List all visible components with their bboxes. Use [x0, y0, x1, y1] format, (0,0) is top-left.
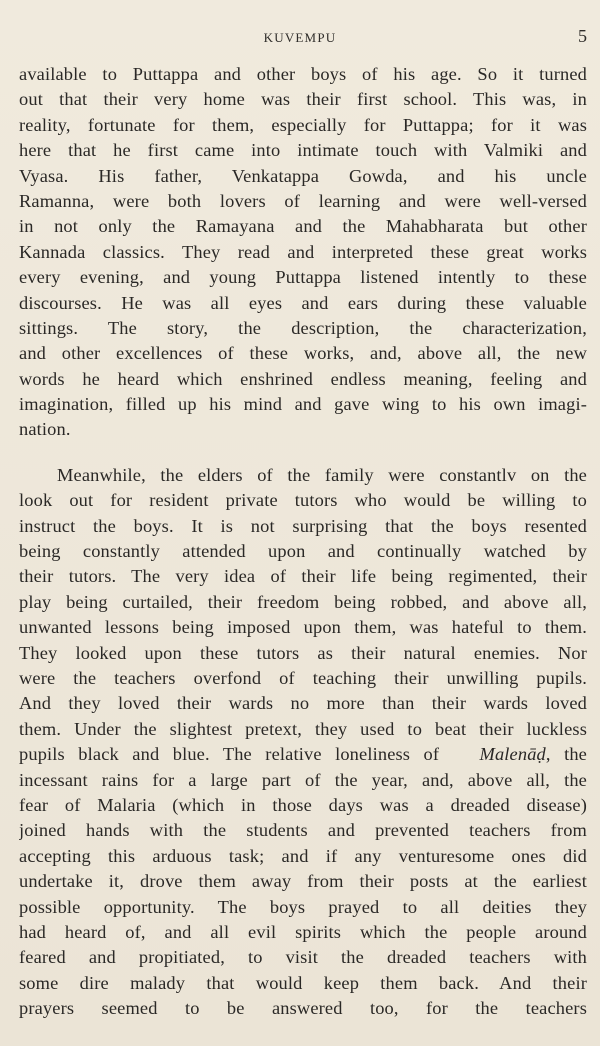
text-line: and other excellences of these works, and, above all, the new: [19, 343, 587, 364]
text-line: were the teachers overfond of teaching their unwilling pupils.: [19, 667, 587, 688]
text-line: Vyasa. His father, Venkatappa Gowda, and his uncle: [19, 165, 587, 186]
text-line: instruct the boys. It is not surprising that the boys resented: [19, 515, 587, 536]
text-line: them. Under the slightest pretext, they used to beat their luckless: [19, 718, 587, 739]
text-line: imagination, filled up his mind and gave wing to his own imagi-: [19, 394, 587, 415]
text-line: play being curtailed, their freedom being robbed, and above all,: [19, 591, 587, 612]
text-line: possible opportunity. The boys prayed to all deities they: [19, 896, 587, 917]
text-line: words he heard which enshrined endless meaning, feeling and: [19, 368, 587, 389]
text-line: out that their very home was their first school. This was, in: [19, 89, 587, 110]
text-segment: , the: [545, 744, 587, 765]
text-line: They looked upon these tutors as their natural enemies. Nor: [19, 642, 587, 663]
text-line: here that he first came into intimate touch with Valmiki and: [19, 140, 587, 161]
italic-word-malenad: Malenāḍ: [479, 744, 546, 765]
text-line: incessant rains for a large part of the year, and, above all, the: [19, 769, 587, 790]
text-segment: pupils black and blue. The relative loneliness of: [19, 744, 440, 765]
text-line: some dire malady that would keep them back. And their: [19, 972, 587, 993]
text-line: sittings. The story, the description, the characterization,: [19, 317, 587, 338]
text-line: reality, fortunate for them, especially for Puttappa; for it was: [19, 114, 587, 135]
page-header: [0, 26, 600, 50]
text-line: nation.: [19, 419, 71, 440]
text-line: their tutors. The very idea of their life being regimented, their: [19, 566, 587, 587]
text-line: joined hands with the students and prevented teachers from: [19, 820, 587, 841]
text-line: unwanted lessons being imposed upon them, was hateful to them.: [19, 617, 587, 638]
text-line: fear of Malaria (which in those days was a dreaded disease): [19, 794, 587, 815]
running-head: KUVEMPU: [263, 30, 337, 45]
paragraph-gap: [19, 443, 587, 463]
text-line: had heard of, and all evil spirits which the people around: [19, 921, 587, 942]
paragraph-2: [19, 463, 587, 1022]
text-line: look out for resident private tutors who would be willing to: [19, 490, 587, 511]
paragraph-1: [19, 62, 587, 443]
text-line: discourses. He was all eyes and ears during these valuable: [19, 292, 587, 313]
text-line: feared and propitiated, to visit the dreaded teachers with: [19, 947, 587, 968]
text-line: accepting this arduous task; and if any venturesome ones did: [19, 845, 587, 866]
text-line: And they loved their wards no more than their wards loved: [19, 693, 587, 714]
page-number: 5: [578, 26, 587, 46]
text-line: Ramanna, were both lovers of learning and were well-versed: [19, 190, 587, 211]
text-line-with-italic: [19, 742, 587, 767]
body-text: [19, 62, 587, 1021]
text-line: being constantly attended upon and continually watched by: [19, 541, 587, 562]
text-line: in not only the Ramayana and the Mahabharata but other: [19, 216, 587, 237]
text-line: available to Puttappa and other boys of his age. So it turned: [19, 64, 587, 84]
text-line: undertake it, drove them away from their posts at the earliest: [19, 871, 587, 892]
text-line: every evening, and young Puttappa listened intently to these: [19, 267, 587, 288]
text-line: Meanwhile, the elders of the family were constantlv on the: [57, 464, 587, 485]
text-line: prayers seemed to be answered too, for the teachers: [19, 998, 587, 1019]
text-line: Kannada classics. They read and interpreted these great works: [19, 241, 587, 262]
